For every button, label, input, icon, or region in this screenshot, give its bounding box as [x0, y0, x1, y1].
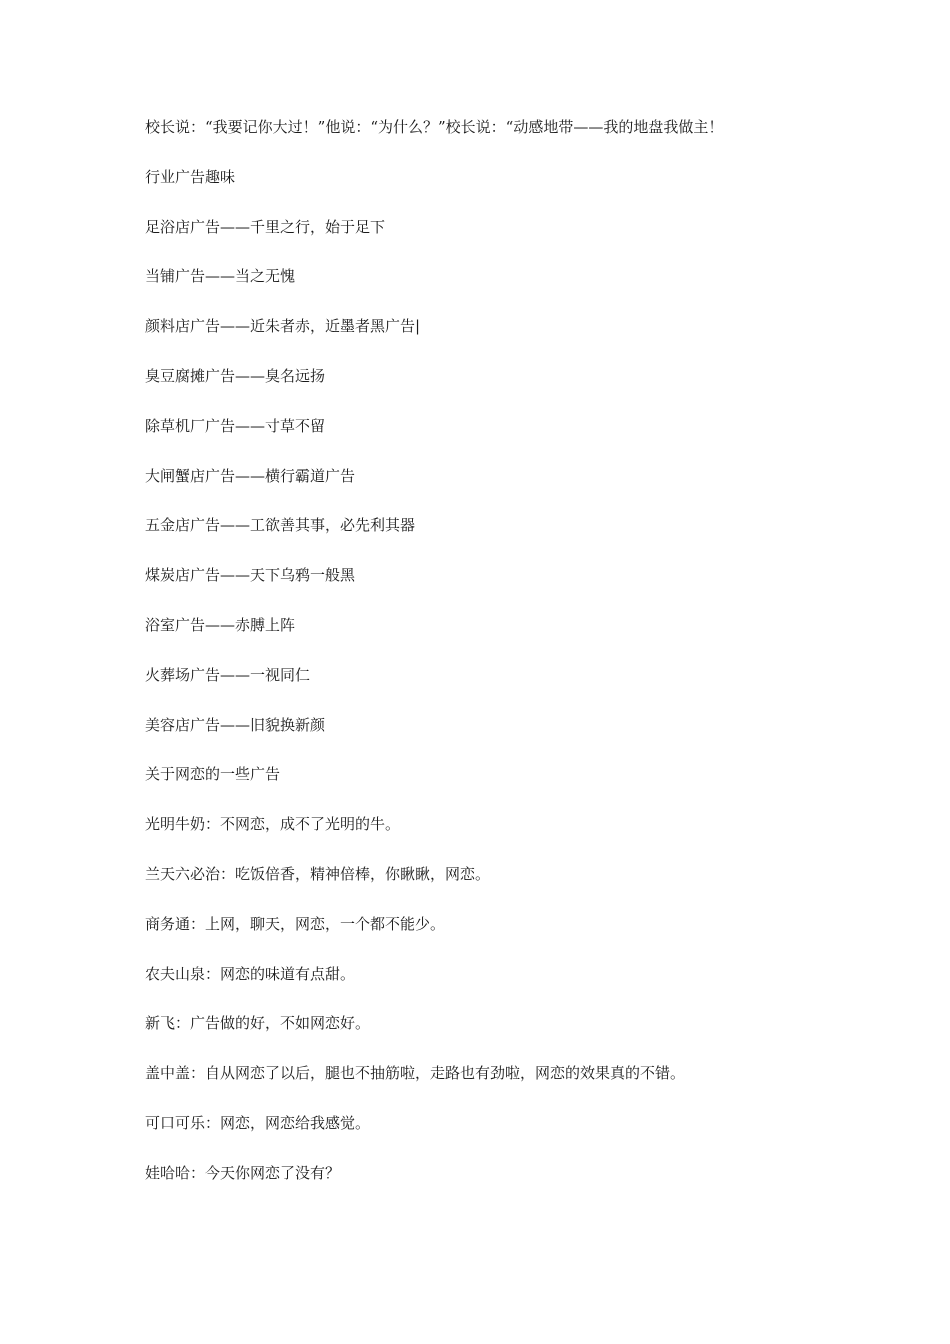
text-line-beauty-salon: 美容店广告——旧貌换新颜 — [145, 715, 326, 734]
text-line-calcium: 盖中盖：自从网恋了以后，腿也不抽筋啦，走路也有劲啦，网恋的效果真的不错。 — [145, 1064, 686, 1083]
text-line-hardware-store: 五金店广告——工欲善其事，必先利其器 — [145, 516, 416, 535]
section-heading-online-love-ads: 关于网恋的一些广告 — [145, 765, 281, 784]
text-line-coca-cola: 可口可乐：网恋，网恋给我感觉。 — [145, 1113, 371, 1132]
text-line-bathhouse: 浴室广告——赤膊上阵 — [145, 615, 296, 634]
text-line-nongfu-spring: 农夫山泉：网恋的味道有点甜。 — [145, 964, 356, 983]
document-body — [145, 112, 845, 1208]
text-line-foot-spa: 足浴店广告——千里之行，始于足下 — [145, 217, 386, 236]
text-line-pawnshop: 当铺广告——当之无愧 — [145, 267, 296, 286]
text-line-business-pda: 商务通：上网，聊天，网恋，一个都不能少。 — [145, 914, 446, 933]
text-line-school-joke: 校长说：“我要记你大过！”他说：“为什么？”校长说：“动感地带——我的地盘我做主！ — [145, 118, 724, 136]
text-line-wahaha: 娃哈哈：今天你网恋了没有？ — [145, 1163, 341, 1182]
section-heading-industry-ads: 行业广告趣味 — [145, 167, 236, 186]
text-line-lawnmower: 除草机厂广告——寸草不留 — [145, 416, 326, 435]
text-line-bright-milk: 光明牛奶：不网恋，成不了光明的牛。 — [145, 815, 401, 834]
text-line-toothpaste: 兰天六必治：吃饭倍香，精神倍棒，你瞅瞅，网恋。 — [145, 864, 491, 883]
text-line-paint-shop: 颜料店广告——近朱者赤，近墨者黑广告| — [145, 317, 421, 336]
text-line-xinfei: 新飞：广告做的好，不如网恋好。 — [145, 1014, 371, 1033]
text-line-crab-shop: 大闸蟹店广告——横行霸道广告 — [145, 466, 356, 485]
text-line-crematorium: 火葬场广告——一视同仁 — [145, 665, 311, 684]
text-line-coal-shop: 煤炭店广告——天下乌鸦一般黑 — [145, 566, 356, 585]
text-line-stinky-tofu: 臭豆腐摊广告——臭名远扬 — [145, 366, 326, 385]
